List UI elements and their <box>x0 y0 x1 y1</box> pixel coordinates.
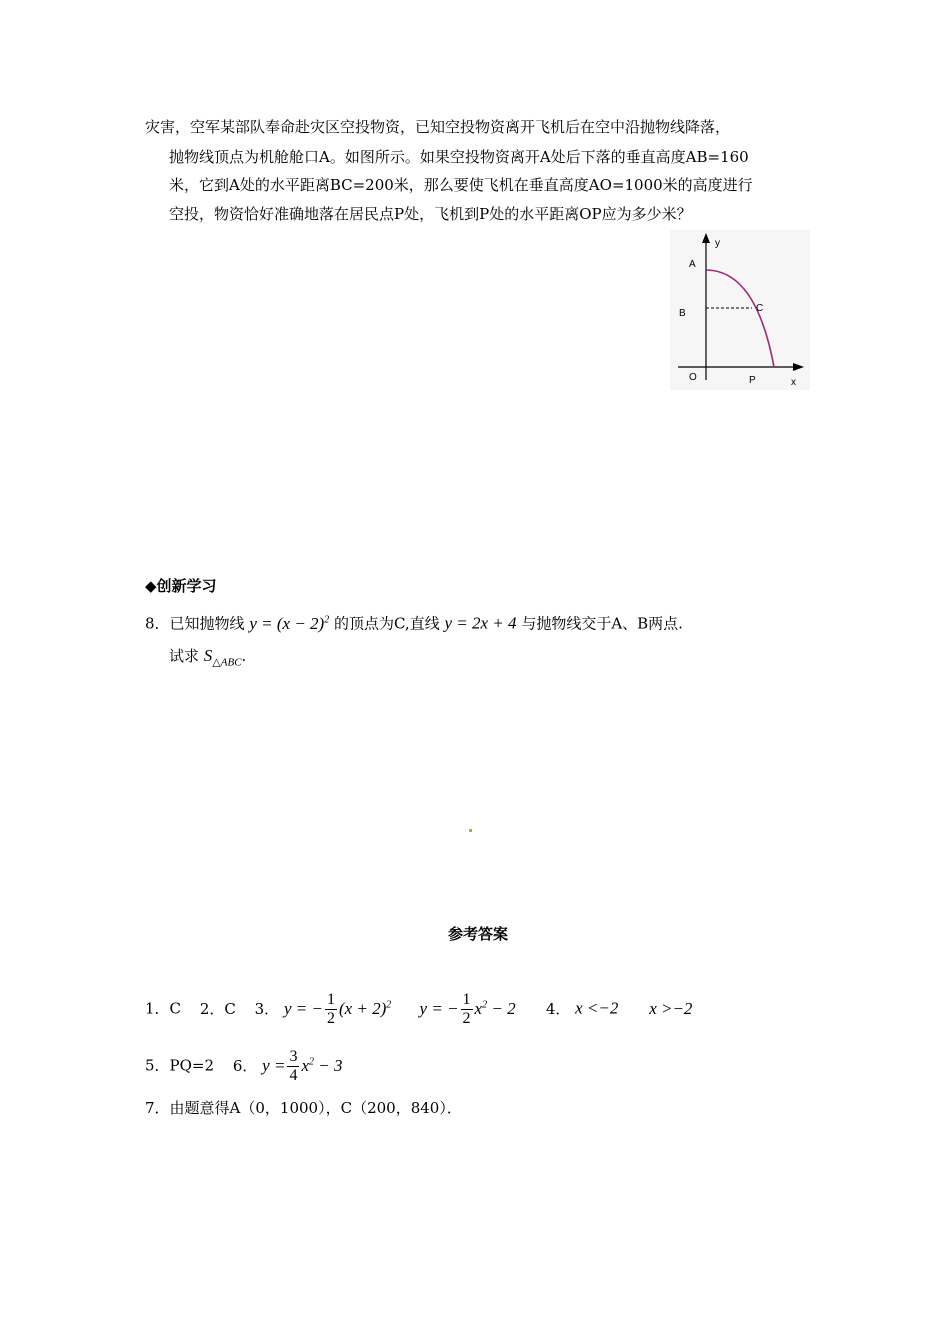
q8-text3: 与抛物线交于A、B两点. <box>521 614 683 633</box>
q8-text2: 的顶点为C,直线 <box>333 614 440 633</box>
answer-6-label: 6． <box>232 1056 258 1075</box>
q8-ask: 试求 <box>169 647 200 665</box>
label-y: y <box>715 238 720 249</box>
label-c: C <box>756 303 764 314</box>
question-8 <box>145 608 683 636</box>
q8-parabola: $y = (x - 2)^2$ <box>249 613 330 633</box>
label-b: B <box>679 308 686 319</box>
answer-3-eq1: y = − $\frac{1}{2}$ $(x + 2)^2$ <box>283 991 392 1028</box>
question-8-ask <box>169 644 246 674</box>
stray-dot <box>469 829 472 832</box>
problem7-line3: 米，它到A处的水平距离BC=200米，那么要使飞机在垂直高度AO=1000米的高度进行 <box>169 176 753 194</box>
q8-line: y = 2x + 4 <box>444 613 517 633</box>
figure-background <box>670 230 810 390</box>
answer-4-value2: x >−2 <box>649 998 693 1018</box>
q8-end: . <box>241 647 247 665</box>
answer-3-eq2: y = − $\frac{1}{2}$ $x^2 - 2$ <box>419 991 516 1028</box>
problem7-line1: 灾害，空军某部队奉命赴灾区空投物资，已知空投物资离开飞机后在空中沿抛物线降落， <box>145 118 731 136</box>
answer-4-label: 4． <box>545 999 571 1018</box>
q8-area: $S_{\triangle ABC}$ <box>203 646 242 669</box>
label-p: P <box>749 375 756 386</box>
answer-4-value1: x <−2 <box>575 998 619 1018</box>
label-a: A <box>689 259 696 270</box>
answer-1: 1．C <box>145 999 182 1018</box>
answers-row1 <box>145 985 693 1028</box>
label-o: O <box>689 372 697 383</box>
problem7-line4: 空投，物资恰好准确地落在居民点P处，飞机到P处的水平距离OP应为多少米？ <box>169 205 692 223</box>
q8-text1: 已知抛物线 <box>169 614 245 633</box>
label-x: x <box>791 377 796 388</box>
answers-title: 参考答案 <box>448 925 509 943</box>
answer-2: 2．C <box>199 999 236 1018</box>
answer-6-eq: y = $\frac{3}{4}$ $x^2 - 3$ <box>262 1048 343 1085</box>
answer-5: 5．PQ=2 <box>145 1056 215 1075</box>
answer-7: 7．由题意得A（0，1000），C（200，840）． <box>145 1099 462 1117</box>
answers-row2 <box>145 1042 343 1085</box>
answer-3-label: 3． <box>254 999 280 1018</box>
parabola-figure <box>670 230 810 390</box>
q8-number: 8． <box>145 614 170 633</box>
innovation-heading: ◆创新学习 <box>145 577 217 595</box>
problem7-line2: 抛物线顶点为机舱舱口A。如图所示。如果空投物资离开A处后下落的垂直高度AB=160 <box>169 148 749 166</box>
